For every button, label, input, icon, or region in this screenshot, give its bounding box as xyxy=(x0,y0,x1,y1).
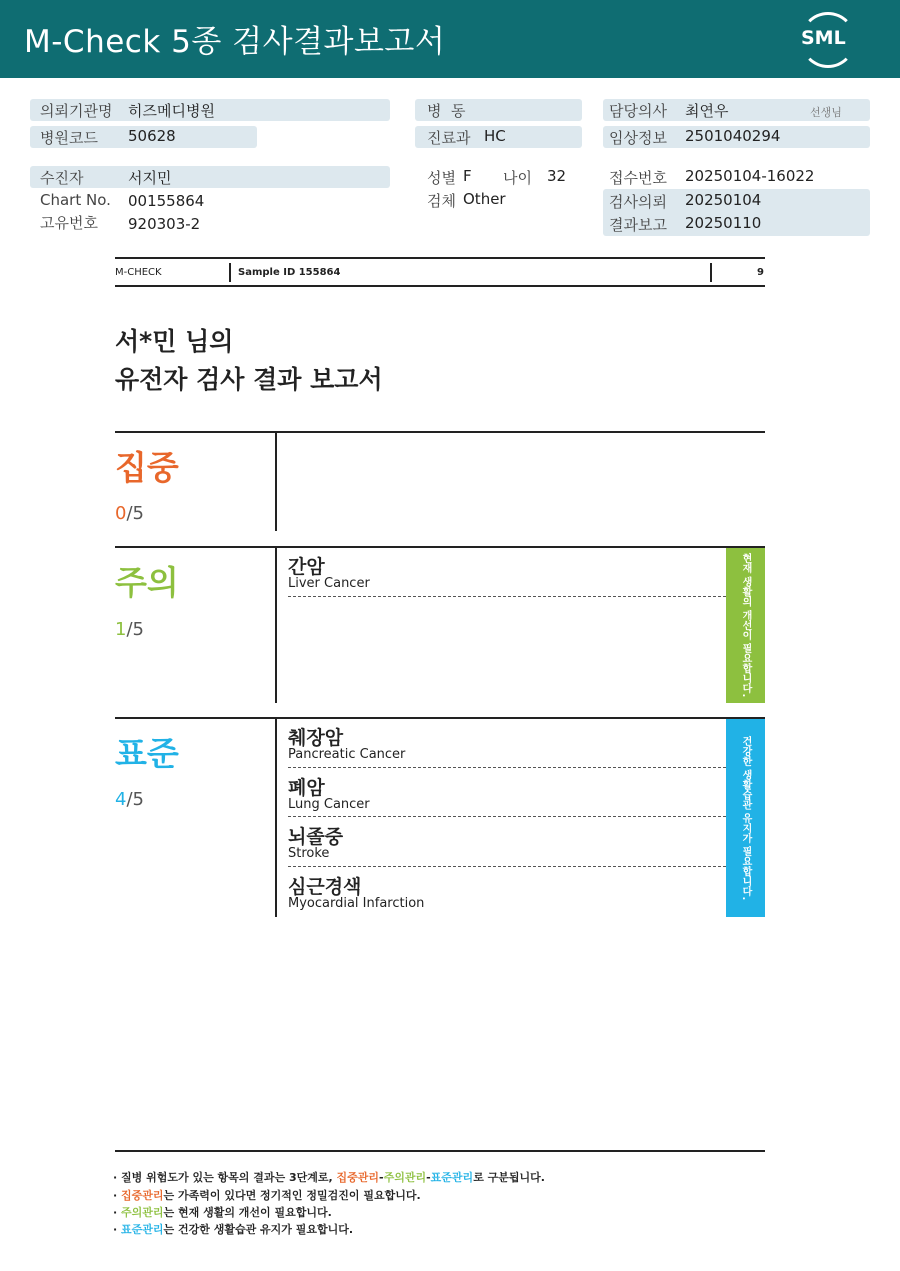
note-bullet: · xyxy=(113,1223,118,1236)
specimen-label: 검체 xyxy=(427,192,456,210)
caution-count: 1 xyxy=(115,619,127,640)
clinical-value: 2501040294 xyxy=(685,127,781,145)
note-text: 는 현재 생활의 개선이 필요합니다. xyxy=(163,1206,332,1219)
note-text: 로 구분됩니다. xyxy=(473,1171,545,1184)
caution-grade: 주의 xyxy=(115,563,179,602)
standard-item-en: Stroke xyxy=(288,846,330,861)
caution-item-divider xyxy=(288,596,726,597)
patient-band xyxy=(30,166,390,188)
intensive-total: /5 xyxy=(126,503,144,524)
institution-label: 의뢰기관명 xyxy=(40,102,113,120)
standard-score xyxy=(115,789,144,810)
sex-value: F xyxy=(463,167,472,185)
request-value: 20250104 xyxy=(685,191,762,209)
receipt-label: 접수번호 xyxy=(609,169,667,187)
standard-item-en: Myocardial Infarction xyxy=(288,896,425,911)
note-bullet: · xyxy=(113,1189,118,1202)
report-date-value: 20250110 xyxy=(685,214,762,232)
dept-label: 진료과 xyxy=(427,129,471,147)
patient-value: 서지민 xyxy=(128,169,172,187)
doctor-label: 담당의사 xyxy=(609,102,667,120)
note-bullet: · xyxy=(113,1206,118,1219)
intensive-divider xyxy=(275,433,277,531)
standard-top-rule xyxy=(115,717,765,719)
caution-side-label: 현재 생활의 개선이 필요합니다. xyxy=(726,548,765,703)
note-standard: 표준관리 xyxy=(121,1223,164,1236)
note-line-4 xyxy=(113,1221,353,1237)
standard-item-ko: 폐암 xyxy=(288,777,325,799)
standard-item-divider xyxy=(288,866,726,867)
intensive-grade: 집중 xyxy=(115,448,179,487)
doctor-suffix: 선생님 xyxy=(810,106,842,119)
standard-divider xyxy=(275,719,277,917)
standard-item-ko: 뇌졸중 xyxy=(288,826,344,848)
note-intensive: 집중관리 xyxy=(336,1171,379,1184)
caution-top-rule xyxy=(115,546,765,548)
standard-item-divider xyxy=(288,816,726,817)
note-sep: - xyxy=(379,1171,384,1184)
chart-value: 00155864 xyxy=(128,192,205,210)
patient-label: 수진자 xyxy=(40,169,84,187)
logo-text: SML xyxy=(801,27,846,49)
age-label: 나이 xyxy=(503,169,532,187)
ward-label: 병 동 xyxy=(427,102,466,120)
sample-bar-bottom-rule xyxy=(115,285,765,287)
standard-grade: 표준 xyxy=(115,734,179,773)
report-date-label: 결과보고 xyxy=(609,216,667,234)
sample-id: Sample ID 155864 xyxy=(238,267,341,278)
caution-total: /5 xyxy=(126,619,144,640)
standard-item-divider xyxy=(288,767,726,768)
chart-label: Chart No. xyxy=(40,191,111,209)
caution-item-en: Liver Cancer xyxy=(288,576,370,591)
standard-total: /5 xyxy=(126,789,144,810)
standard-side-label: 건강한 생활습관 유지가 필요합니다. xyxy=(726,719,765,917)
standard-item-en: Lung Cancer xyxy=(288,797,370,812)
caution-score xyxy=(115,619,144,640)
caution-item-ko: 간암 xyxy=(288,556,325,578)
page-number: 9 xyxy=(757,267,764,278)
note-standard: 표준관리 xyxy=(430,1171,474,1184)
note-sep: - xyxy=(426,1171,431,1184)
report-header xyxy=(0,0,900,78)
note-bullet: · xyxy=(113,1171,118,1184)
note-caution: 주의관리 xyxy=(121,1206,164,1219)
specimen-value: Other xyxy=(463,190,506,208)
standard-item-ko: 췌장암 xyxy=(288,727,344,749)
caution-divider xyxy=(275,548,277,703)
note-line-2 xyxy=(113,1187,421,1203)
intensive-count: 0 xyxy=(115,503,127,524)
dept-value: HC xyxy=(484,127,506,145)
hospital-code-value: 50628 xyxy=(128,127,176,145)
hospital-code-label: 병원코드 xyxy=(40,129,98,147)
standard-item-en: Pancreatic Cancer xyxy=(288,747,406,762)
note-line-3 xyxy=(113,1204,332,1220)
clinical-label: 임상정보 xyxy=(609,129,667,147)
intensive-top-rule xyxy=(115,431,765,433)
doctor-value: 최연우 xyxy=(685,102,729,120)
id-label: 고유번호 xyxy=(40,214,98,232)
note-text: 질병 위험도가 있는 항목의 결과는 3단계로, xyxy=(121,1171,337,1184)
note-text: 는 건강한 생활습관 유지가 필요합니다. xyxy=(163,1223,354,1236)
age-value: 32 xyxy=(547,167,567,185)
sml-logo xyxy=(798,10,858,68)
note-text: 는 가족력이 있다면 정기적인 정밀검진이 필요합니다. xyxy=(163,1189,421,1202)
intensive-score xyxy=(115,503,144,524)
receipt-value: 20250104-16022 xyxy=(685,167,815,185)
note-line-1 xyxy=(113,1169,545,1185)
institution-value: 히즈메디병원 xyxy=(128,102,215,120)
sample-bar-mcheck: M-CHECK xyxy=(115,267,162,278)
note-intensive: 집중관리 xyxy=(121,1189,164,1202)
standard-item-ko: 심근경색 xyxy=(288,876,362,898)
report-title-line1: 서*민 님의 xyxy=(115,327,234,356)
report-header-title: M-Check 5종 검사결과보고서 xyxy=(24,24,446,60)
footer-rule xyxy=(115,1150,765,1152)
report-title-line2: 유전자 검사 결과 보고서 xyxy=(115,365,383,394)
request-label: 검사의뢰 xyxy=(609,193,667,211)
id-value: 920303-2 xyxy=(128,215,201,233)
sample-bar-top-rule xyxy=(115,257,765,259)
sex-label: 성별 xyxy=(427,169,456,187)
standard-count: 4 xyxy=(115,789,127,810)
sample-bar-divider xyxy=(710,263,712,282)
sample-bar-divider xyxy=(229,263,231,282)
note-caution: 주의관리 xyxy=(383,1171,427,1184)
